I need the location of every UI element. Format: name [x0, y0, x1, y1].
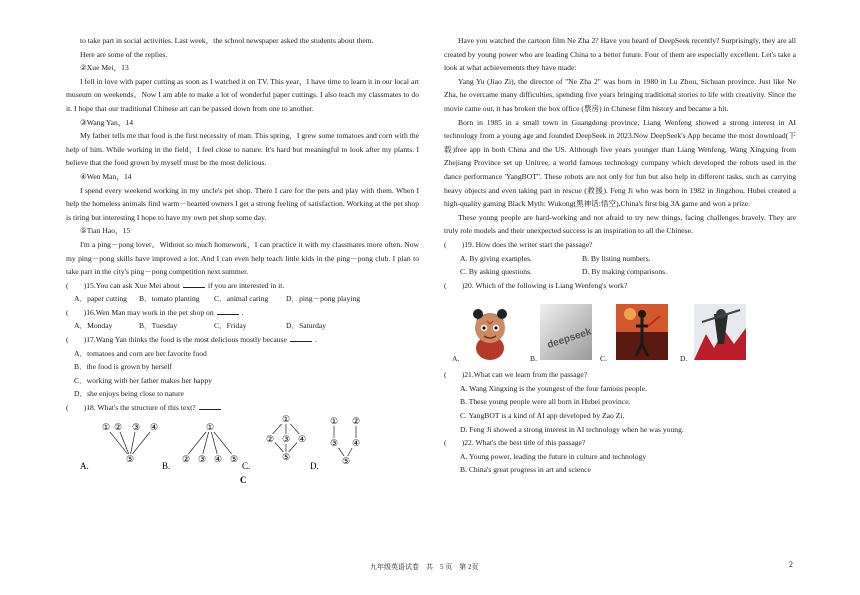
question-22: ( )22. What's the best title of this passage? [444, 438, 586, 448]
diagram-node: ② [352, 415, 361, 426]
question-15-options [66, 292, 419, 306]
option[interactable]: B. China's great progress in art and science [460, 465, 591, 475]
image-label: D. [680, 354, 688, 364]
deepseek-image[interactable] [540, 304, 592, 360]
image-label: B. [530, 354, 537, 364]
robot-dance-image[interactable] [616, 304, 668, 360]
question-19-options [444, 252, 796, 279]
question-21: ( )21.What can we learn from the passage? [444, 370, 588, 380]
option[interactable]: A．Monday [74, 321, 113, 331]
intro-line-2: Here are some of the replies. [80, 49, 168, 59]
answer-blank[interactable] [199, 401, 221, 410]
student-name: ③Wang Yan，14 [80, 117, 134, 127]
student-reply: I'm a ping－pong lover。Without so much homework，I can practice it with my classmates more often. Now my ping－pong skills have improved a lot. And I can even help teach little kids in the ping－pong club. I plan to take part in the city's ping－pong competition next summer. [66, 239, 419, 277]
diagram-node: ③ [198, 453, 207, 464]
student-name: ②Xue Mei，13 [80, 63, 129, 73]
left-column [66, 34, 419, 485]
diagram-node: ⑤ [342, 455, 351, 466]
option[interactable]: C. YangBOT is a kind of AI app developed by Zao Zi. [460, 411, 625, 421]
option[interactable]: D. Feng Ji showed a strong interest in AI technology when he was young. [460, 424, 684, 434]
option[interactable]: C．Friday [214, 321, 247, 331]
answer-blank[interactable] [183, 279, 205, 288]
answer-blank[interactable] [290, 333, 312, 342]
diagram-node: ⑤ [126, 453, 135, 464]
option[interactable]: A．paper cutting [74, 294, 127, 304]
diagram-node: ③ [330, 437, 339, 448]
diagram-node: ③ [132, 421, 141, 432]
passage-paragraph: Born in 1985 in a small town in Guangdong province, Liang Wenfeng showed a strong interest in AI technology from a young age and founded DeepSeek in 2023.Now DeepSeek's App became the most download(下载)free app in both China and the US. Although five years younger than Liang Wenfeng, Wang Xingxing from Zhejiang Province set up Unitree, a world famous technology company which developed the robots used in the dance performance 'YangBOT". These robots are not only for fun but also help in different tasks, such as carrying heavy objects and even taking part in rescue (救援). Feng Ji who was born in 1982 in Jingzhou, Hubei created a high-quality gaming Black Myth: Wukong(黑神话:悟空),China's first big 3A game and won a prize. [444, 117, 796, 209]
diagram-node: ② [182, 453, 191, 464]
diagram-node: ④ [352, 437, 361, 448]
question-17: ( )17.Wang Yan thinks the food is the most delicious mostly because . [66, 335, 317, 345]
question-19: ( )19. How does the writer start the passage? [444, 239, 593, 249]
diagram-node: ④ [214, 453, 223, 464]
diagram-node: ① [102, 421, 111, 432]
answer-blank[interactable] [217, 306, 239, 315]
answer-mark: C [240, 474, 247, 485]
student-name: ⑤Tian Hao，15 [80, 226, 131, 236]
option[interactable]: A．tomatoes and corn are her favorite food [74, 348, 207, 358]
question-16-options [66, 319, 419, 333]
footer-text: 九年级英语试卷 共 5 页 第 2页 [370, 563, 479, 571]
image-label: A. [452, 354, 460, 364]
structure-diagrams [66, 414, 419, 485]
diagram-node: ① [206, 421, 215, 432]
option[interactable]: A. Young power, leading the future in culture and technology [460, 451, 647, 461]
diagram-node: ① [330, 415, 339, 426]
passage-paragraph: Have you watched the cartoon film Ne Zha 2? Have you heard of DeepSeek recently? Surprisingly, they are all created by young power who are leading China to a better future. Four of them are especially excellent. Let's take a look at what achievements they have made: [444, 36, 796, 73]
question-16: ( )16.Wen Man may work in the pet shop on . [66, 307, 244, 317]
option-a-label: A. [80, 460, 89, 471]
deepseek-logo-text: deepseek [546, 326, 592, 352]
diagram-nodes [101, 415, 361, 466]
option[interactable]: D．she enjoys being close to nature [74, 389, 184, 399]
option[interactable]: B. By listing numbers. [582, 253, 651, 263]
image-label: C. [600, 354, 607, 364]
option[interactable]: B. These young people were all born in Hubei province. [460, 397, 631, 407]
structure-diagram-options [66, 415, 366, 487]
diagram-node: ④ [150, 421, 159, 432]
option[interactable]: B．tomato planting [139, 294, 200, 304]
diagram-node: ⑤ [282, 451, 291, 462]
wukong-image[interactable] [694, 304, 746, 360]
student-name: ④Wen Man，14 [80, 171, 132, 181]
diagram-node: ② [114, 421, 123, 432]
question-20-images [444, 292, 796, 368]
intro-line: to take part in social activities. Last week，the school newspaper asked the students about them. [80, 36, 374, 45]
option[interactable]: C. By asking questions. [460, 267, 532, 277]
option-c-label: C. [242, 460, 251, 471]
passage-paragraph: Yang Yu (Jiao Zi), the director of "Ne Zha 2" was born in 1980 in Lu Zhou, Sichuan province. Just like Ne Zha, he overcame many difficulties, spending five years bringing traditional stories to life with creativity. Since the movie came out, it has broken the box office (票房) in Chinese film history and became a hit. [444, 76, 796, 113]
diagram-node: ③ [282, 433, 291, 444]
option[interactable]: D．ping－pong playing [286, 294, 361, 304]
diagram-node: ④ [298, 433, 307, 444]
diagram-node: ② [266, 433, 275, 444]
diagram-node: ⑤ [230, 453, 239, 464]
page-number: 2 [789, 560, 793, 569]
question-15: ( )15.You can ask Xue Mei about if you are interested in it. [66, 280, 285, 290]
option-d-label: D. [310, 460, 319, 471]
option[interactable]: D. By making comparisons. [582, 267, 667, 277]
passage-paragraph: These young people are hard-working and not afraid to try new things, facing challenges bravely. They are truly role models and their unexpected success is an inspiration to all the Chinese. [444, 212, 796, 236]
option-b-label: B. [162, 460, 171, 471]
question-18: ( )18. What's the structure of this text? [66, 401, 419, 415]
student-reply: I spend every weekend working in my uncle's pet shop. There I care for the pets and play with them. When I help the homeless animals find warm－hearted owners I get a strong feeling of satisfaction. Working at the pet shop is tiring but interesting I hope to have my own pet shop some day. [66, 185, 419, 222]
option[interactable]: A. By giving examples. [460, 253, 532, 263]
student-reply: My father tells me that food is the first necessity of man. This spring，I grew some tomatoes and corn with the help of him. While working in the field，I feel close to nature. It's hard but meaningful to look after my plants. I believe that the food grown by myself must be the most delicious. [66, 131, 419, 168]
option[interactable]: B．Tuesday [139, 321, 178, 331]
option[interactable]: C．working with her father makes her happy [74, 375, 212, 385]
diagram-node: ① [282, 414, 291, 424]
student-reply: I fell in love with paper cutting as soon as I watched it on TV. This year，I have time to learn it in our local art museum on weekends。Now I am able to make a lot of wonderful paper cuttings. I also teach my classmates to do it. I hope that our traditional Chinese art can be passed down from one to another. [66, 76, 419, 113]
option[interactable]: D．Saturday [286, 321, 327, 331]
question-20: ( )20. Which of the following is Liang Wenfeng's work? [444, 280, 628, 290]
option[interactable]: B．the food is grown by herself [74, 362, 173, 372]
right-column [444, 34, 796, 477]
option[interactable]: A. Wang Xingxing is the youngest of the four famous people. [460, 383, 647, 393]
nezha-image[interactable] [464, 304, 516, 360]
option[interactable]: C．animal caring [214, 294, 269, 304]
